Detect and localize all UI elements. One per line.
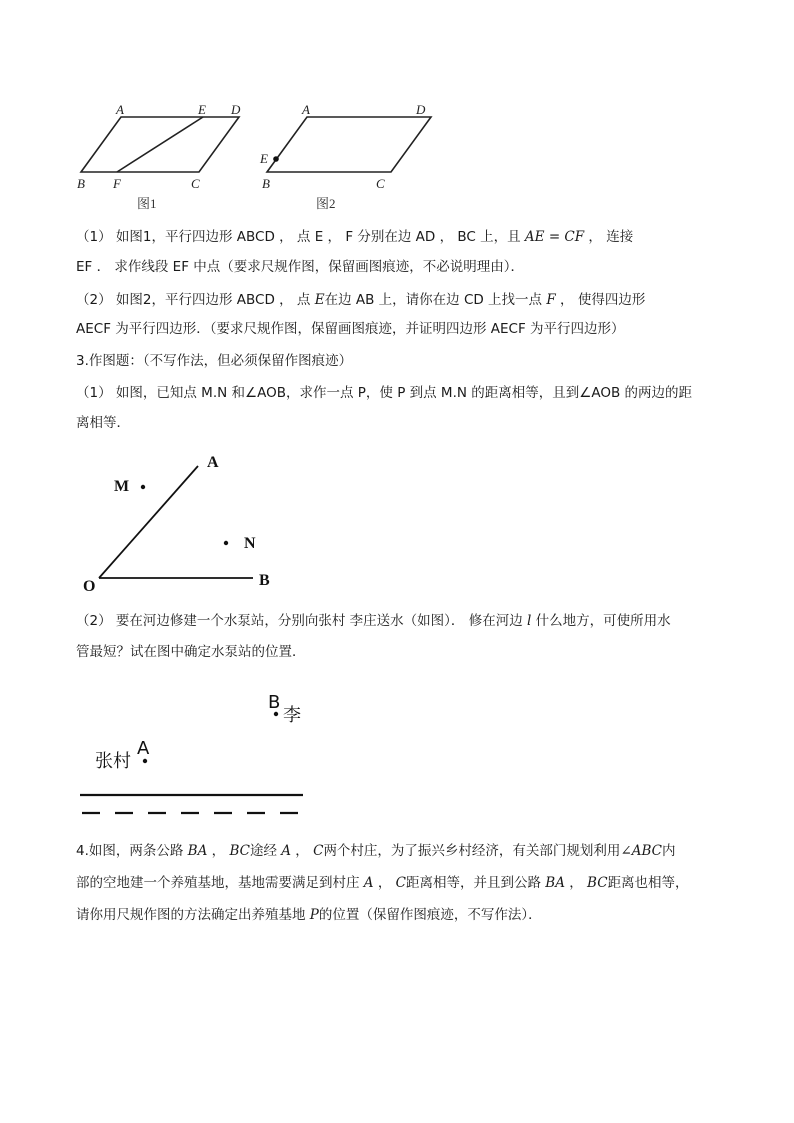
q2-part2-math-E: E bbox=[314, 292, 325, 308]
q3-part1-line1 bbox=[76, 382, 736, 404]
q3-part2-text-line2: 管最短？试在图中确定水泵站的位置． bbox=[76, 644, 306, 660]
fig2-label-C: C bbox=[376, 176, 385, 191]
angle-label-M: M bbox=[114, 478, 130, 495]
q2-part1-math: AE = CF bbox=[524, 229, 585, 245]
river-label-zhangcun: 张村 bbox=[95, 751, 131, 772]
fig2-point-E bbox=[273, 156, 279, 162]
q4-math-P: P bbox=[309, 907, 319, 923]
q2-part1-text-a: （1） 如图1，平行四边形 ABCD ， 点 E ， F 分别在边 AD ， BC 上，且 bbox=[76, 229, 525, 245]
angle-label-B: B bbox=[259, 572, 270, 589]
q4-text-1e: 两个村庄，为了振兴乡村经济，有关部门规划利用 bbox=[323, 843, 621, 859]
q3-header bbox=[76, 350, 736, 372]
q4-text-2d: ， bbox=[564, 875, 588, 891]
q4-text-1c: 途经 bbox=[249, 843, 282, 859]
q3-part2-text-a: （2） 要在河边修建一个水泵站，分别向张村 李庄送水（如图）． 修在河边 bbox=[76, 613, 528, 629]
river-label-li: 李 bbox=[283, 705, 301, 726]
q2-part1-line1 bbox=[76, 226, 736, 248]
q4-math-A2: A bbox=[363, 875, 374, 891]
angle-label-N: N bbox=[244, 535, 256, 552]
q4-text-2e: 距离也相等， bbox=[607, 875, 689, 891]
q4-line2 bbox=[76, 872, 736, 894]
fig2-label-A: A bbox=[302, 102, 310, 117]
fig1-label-C: C bbox=[191, 176, 200, 191]
q4-math-BC2: BC bbox=[587, 875, 608, 891]
q4-text-2b: ， bbox=[373, 875, 396, 891]
river-label-A: A bbox=[137, 738, 150, 759]
river-label-B: B bbox=[268, 692, 281, 713]
q4-text-1f: 内 bbox=[662, 843, 676, 859]
q3-header-text: 3.作图题：（不写作法，但必须保留作图痕迹） bbox=[76, 353, 353, 369]
q4-math-C2: C bbox=[395, 875, 406, 891]
q2-part1-text-line2: EF ． 求作线段 EF 中点（要求尺规作图，保留画图痕迹，不必说明理由）． bbox=[76, 259, 525, 275]
q2-part2-math-F: F bbox=[546, 292, 556, 308]
q4-text-1d: ， bbox=[291, 843, 314, 859]
q2-part2-text-a: （2） 如图2，平行四边形 ABCD ， 点 bbox=[76, 292, 315, 308]
q3-part1-text-line1: （1） 如图，已知点 M.N 和∠AOB，求作一点 P，使 P 到点 M.N 的距离相等，且到∠AOB 的两边的距 bbox=[76, 385, 693, 401]
figure1-parallelogram bbox=[81, 117, 239, 172]
q3-part2-line2 bbox=[76, 641, 736, 663]
fig1-label-B: B bbox=[77, 176, 85, 191]
fig2-label-B: B bbox=[262, 176, 270, 191]
angle-label-O: O bbox=[83, 578, 96, 595]
fig1-label-A: A bbox=[116, 102, 124, 117]
angle-label-A: A bbox=[207, 454, 219, 471]
q4-math-BA2: BA bbox=[545, 875, 565, 891]
figure1-segment-EF bbox=[117, 117, 203, 172]
q3-part2-line1 bbox=[76, 610, 736, 632]
q4-text-3b: 的位置（保留作图痕迹，不写作法）． bbox=[318, 907, 542, 923]
q4-math-ABC: ∠ABC bbox=[620, 843, 662, 859]
point-M bbox=[141, 485, 145, 489]
q2-part2-text-c: ， 使得四边形 bbox=[555, 292, 646, 308]
fig1-label-D: D bbox=[231, 102, 241, 117]
q4-math-BA: BA bbox=[187, 843, 208, 859]
q2-part2-text-line2: AECF 为平行四边形．（要求尺规作图，保留画图痕迹，并证明四边形 AECF 为平行四边形） bbox=[76, 321, 625, 337]
fig2-label-E: E bbox=[260, 151, 268, 166]
q4-text-3a: 请你用尺规作图的方法确定出养殖基地 bbox=[76, 907, 310, 923]
q3-part1-text-line2: 离相等． bbox=[76, 415, 130, 431]
q2-part2-line2 bbox=[76, 318, 736, 340]
q2-part1-text-b: ， 连接 bbox=[584, 229, 634, 245]
q3-part2-math-l: l bbox=[527, 613, 532, 629]
q4-line3 bbox=[76, 904, 736, 926]
q3-part2-text-b: 什么地方，可使所用水 bbox=[531, 613, 671, 629]
q4-math-A: A bbox=[281, 843, 291, 859]
fig1-caption: 图1 bbox=[137, 196, 157, 211]
q4-math-BC: BC bbox=[229, 843, 250, 859]
point-N bbox=[224, 541, 228, 545]
q2-part2-text-b: 在边 AB 上，请你在边 CD 上找一点 bbox=[324, 292, 547, 308]
river-bank bbox=[80, 795, 303, 813]
q2-part2-line1 bbox=[76, 289, 736, 311]
village-A-point bbox=[143, 759, 147, 763]
fig1-label-E: E bbox=[198, 102, 206, 117]
q4-text-1a: 4.如图，两条公路 bbox=[76, 843, 188, 859]
figure2-outline bbox=[267, 117, 431, 172]
fig2-label-D: D bbox=[416, 102, 426, 117]
q4-line1 bbox=[76, 840, 736, 862]
q4-text-2c: 距离相等，并且到公路 bbox=[405, 875, 546, 891]
q3-part1-line2 bbox=[76, 412, 736, 434]
q2-part1-line2 bbox=[76, 256, 736, 278]
q4-text-2a: 部的空地建一个养殖基地，基地需要满足到村庄 bbox=[76, 875, 364, 891]
q4-math-C: C bbox=[313, 843, 324, 859]
figure2-parallelogram bbox=[267, 117, 431, 172]
q4-text-1b: ， bbox=[207, 843, 230, 859]
fig1-label-F: F bbox=[113, 176, 121, 191]
fig2-caption: 图2 bbox=[316, 196, 336, 211]
